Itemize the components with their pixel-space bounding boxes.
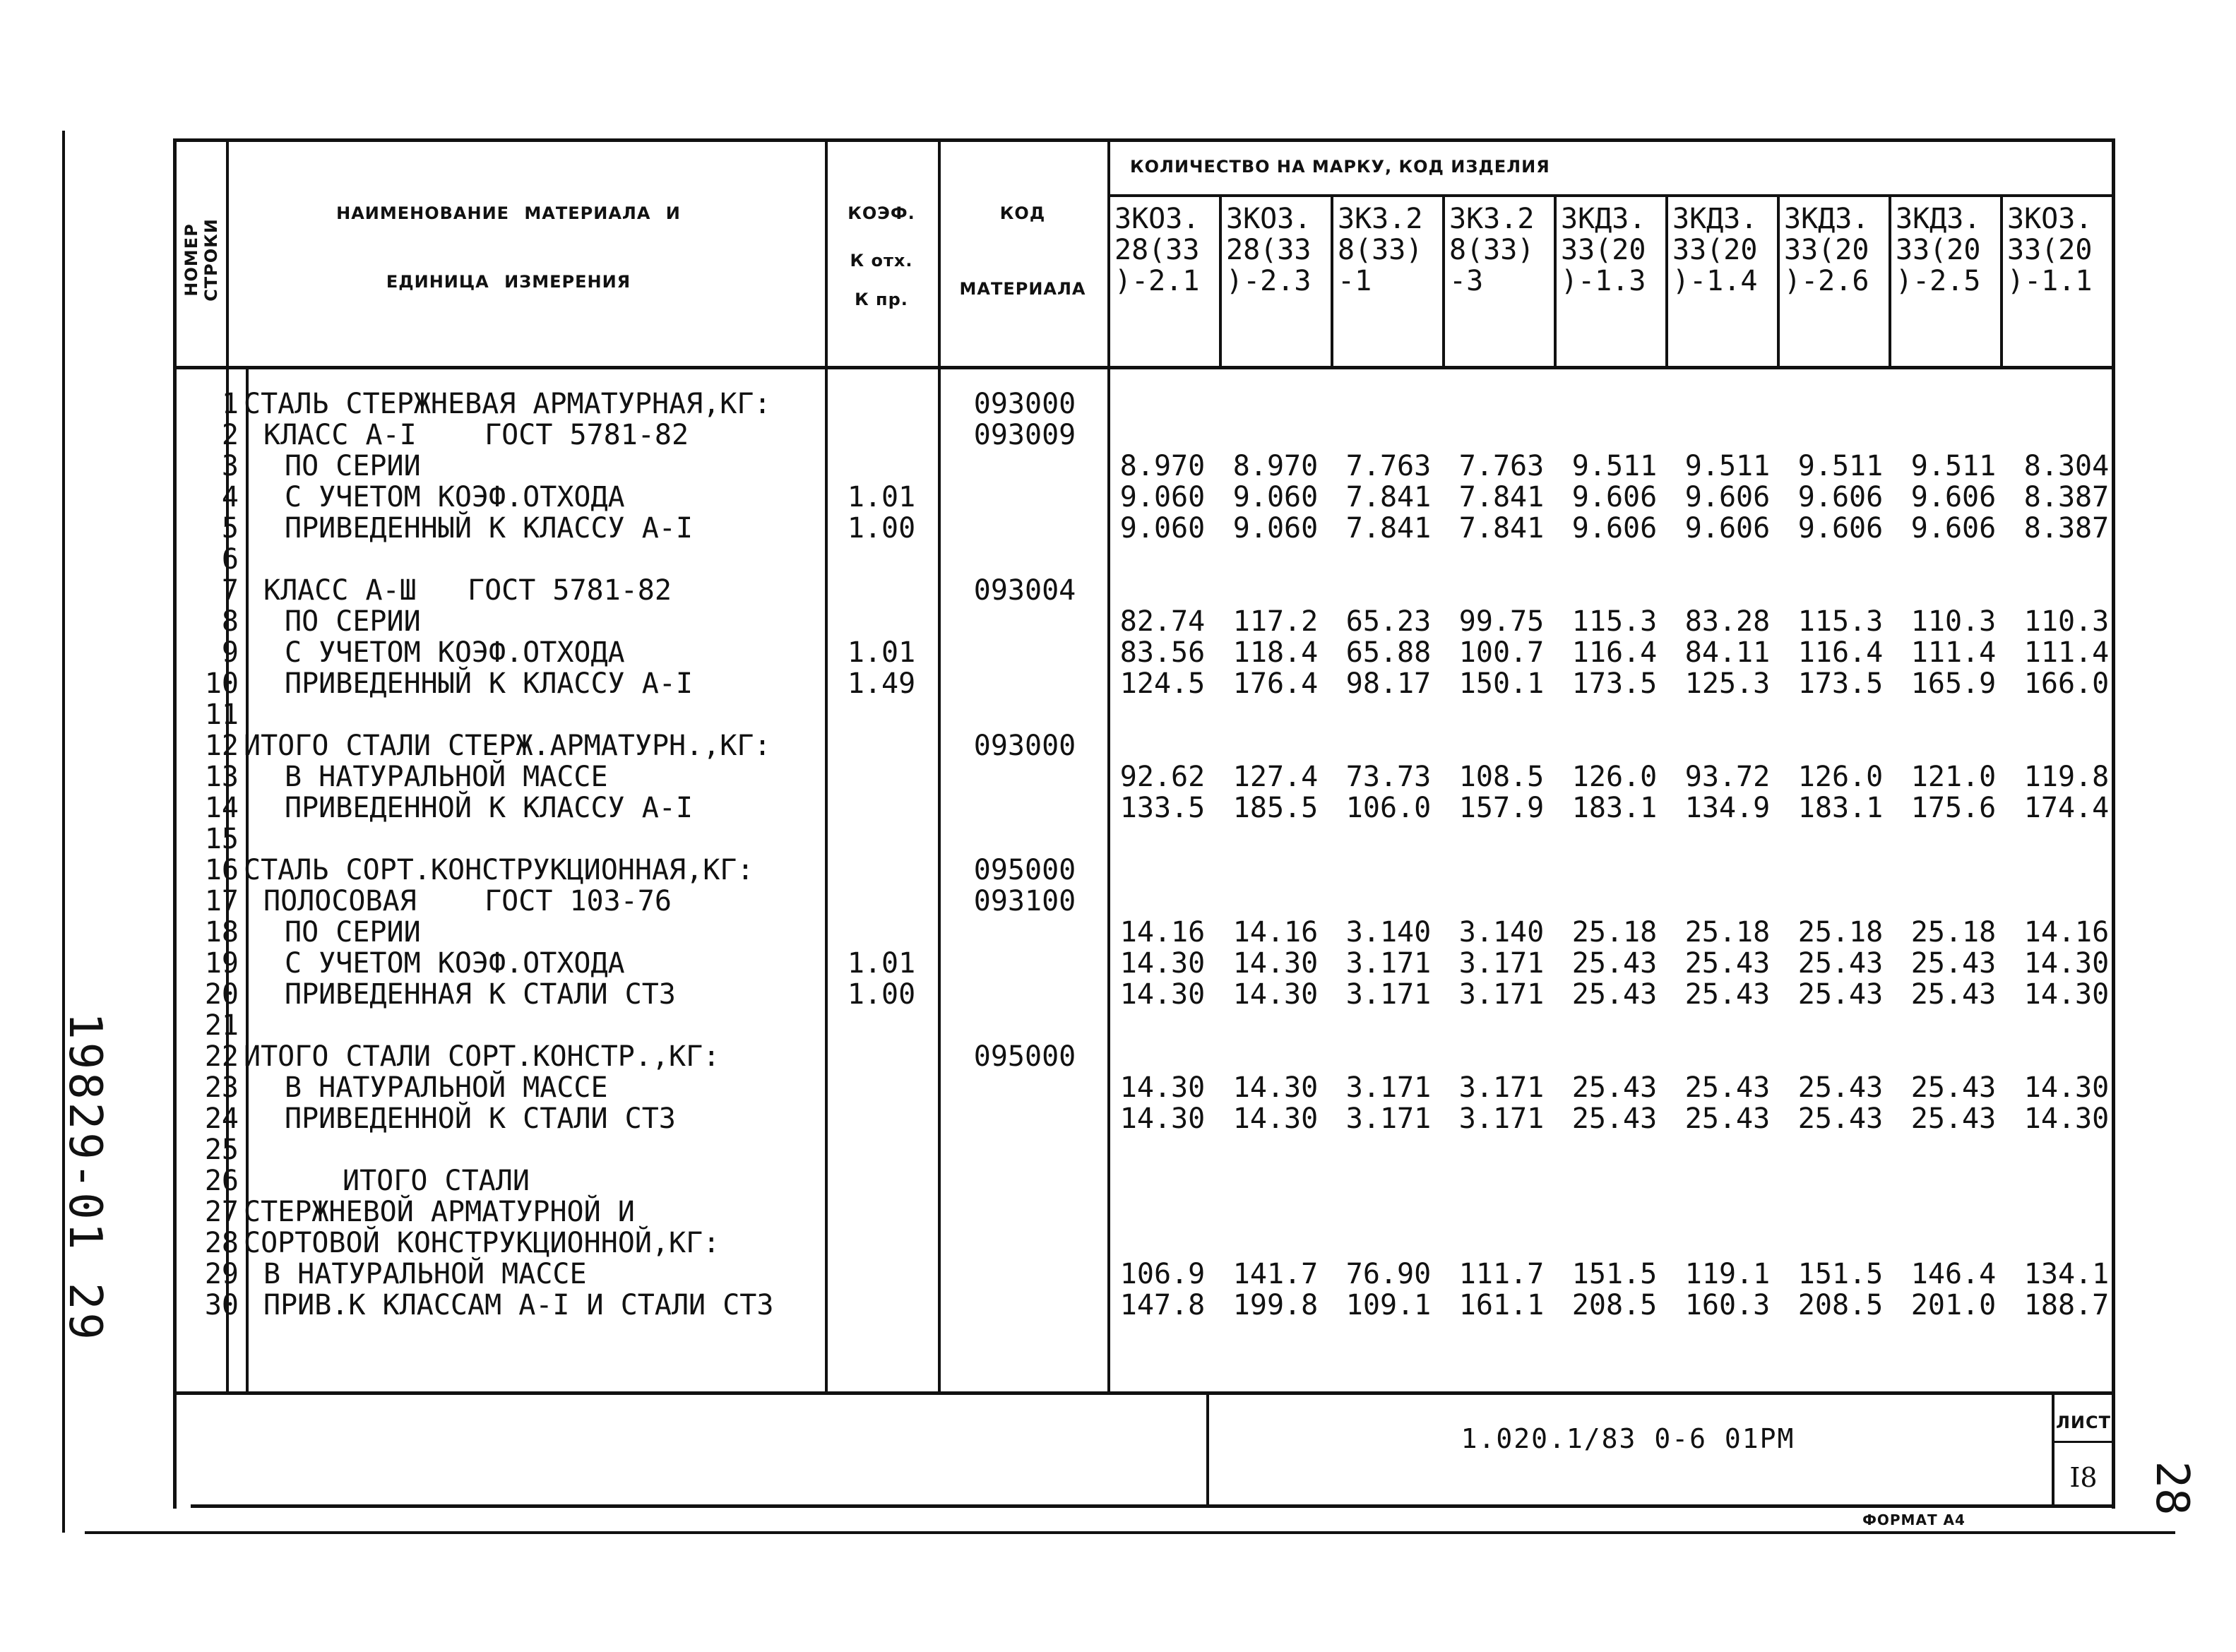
- quantity-value: 115.3: [1797, 605, 1884, 638]
- quantity-value: 175.6: [1910, 792, 1997, 824]
- product-code-header-2-line3: )-2.3: [1226, 265, 1312, 297]
- quantity-value: 134.1: [2023, 1258, 2110, 1290]
- quantity-value: 65.88: [1345, 636, 1432, 669]
- quantity-value: 3.171: [1458, 1071, 1545, 1104]
- header-row-number: НОМЕР СТРОКИ: [182, 218, 221, 302]
- col-sep-coef: [938, 138, 941, 1394]
- sheet-box-divider: [2052, 1441, 2115, 1443]
- quantity-value: 183.1: [1571, 792, 1658, 824]
- row-number: 15: [204, 823, 239, 855]
- product-code-header-2-line1: 3КО3.: [1226, 203, 1312, 235]
- quantity-value: 116.4: [1571, 636, 1658, 669]
- product-code-header-5-line2: 33(20: [1561, 234, 1646, 266]
- quantity-value: 83.28: [1684, 605, 1771, 638]
- coefficient: 1.00: [847, 978, 916, 1011]
- quantity-value: 9.606: [1797, 512, 1884, 545]
- quantity-value: 76.90: [1345, 1258, 1432, 1290]
- row-number: 2: [221, 419, 239, 451]
- quantity-value: 9.511: [1910, 450, 1997, 482]
- header-coef-line2: К отх.: [850, 251, 913, 271]
- quantity-value: 25.18: [1797, 916, 1884, 949]
- material-name: ИТОГО СТАЛИ СОРТ.КОНСТР.,КГ:: [244, 1040, 720, 1073]
- quantity-value: 150.1: [1458, 667, 1545, 700]
- coefficient: 1.01: [847, 636, 916, 669]
- quantity-value: 9.606: [1684, 512, 1771, 545]
- quantity-value: 25.43: [1910, 1071, 1997, 1104]
- material-code: 093100: [973, 885, 1076, 917]
- material-code: 093000: [973, 388, 1076, 420]
- quantity-value: 8.387: [2023, 512, 2110, 545]
- quantity-value: 7.841: [1345, 481, 1432, 513]
- row-number: 25: [204, 1134, 239, 1166]
- table-left-border: [173, 138, 177, 1509]
- quantity-value: 3.171: [1345, 978, 1432, 1011]
- quantity-value: 109.1: [1345, 1289, 1432, 1321]
- quantity-value: 3.171: [1345, 1071, 1432, 1104]
- quantity-value: 188.7: [2023, 1289, 2110, 1321]
- row-number: 20: [204, 978, 239, 1011]
- quantity-value: 126.0: [1797, 761, 1884, 793]
- quantity-value: 8.304: [2023, 450, 2110, 482]
- quantity-value: 9.060: [1119, 512, 1206, 545]
- material-name: ИТОГО СТАЛИ СТЕРЖ.АРМАТУРН.,КГ:: [244, 730, 771, 762]
- row-number: 3: [221, 450, 239, 482]
- material-code: 093009: [973, 419, 1076, 451]
- row-number: 10: [204, 667, 239, 700]
- row-number: 7: [221, 574, 239, 607]
- quantity-value: 116.4: [1797, 636, 1884, 669]
- quantity-value: 25.43: [1684, 1103, 1771, 1135]
- row-number: 6: [221, 543, 239, 576]
- quantity-value: 3.171: [1345, 1103, 1432, 1135]
- product-code-header-6-line1: 3КД3.: [1672, 203, 1758, 235]
- quantity-value: 9.606: [1910, 481, 1997, 513]
- row-number: 13: [204, 761, 239, 793]
- quantity-value: 160.3: [1684, 1289, 1771, 1321]
- quantity-value: 126.0: [1571, 761, 1658, 793]
- quantity-value: 25.18: [1684, 916, 1771, 949]
- material-name: ПРИВЕДЕННЫЙ К КЛАССУ А-I: [285, 512, 693, 545]
- product-code-header-4-line2: 8(33): [1449, 234, 1535, 266]
- quantity-value: 14.16: [1232, 916, 1319, 949]
- row-number: 4: [221, 481, 239, 513]
- quantity-value: 110.3: [1910, 605, 1997, 638]
- material-name: ПРИВЕДЕННЫЙ К КЛАССУ А-I: [285, 667, 693, 700]
- quantity-value: 25.43: [1797, 978, 1884, 1011]
- quantity-value: 25.18: [1571, 916, 1658, 949]
- material-name: СТЕРЖНЕВОЙ АРМАТУРНОЙ И: [244, 1196, 635, 1228]
- header-bottom-border: [173, 366, 2115, 369]
- material-name: ПРИВЕДЕННОЙ К СТАЛИ СТ3: [285, 1103, 676, 1135]
- material-name: В НАТУРАЛЬНОЙ МАССЕ: [285, 1071, 608, 1104]
- quantity-value: 14.30: [2023, 947, 2110, 980]
- quantity-value: 8.387: [2023, 481, 2110, 513]
- quantity-value: 14.30: [2023, 1071, 2110, 1104]
- product-code-header-9-line1: 3КО3.: [2007, 203, 2093, 235]
- quantity-value: 25.43: [1910, 947, 1997, 980]
- product-code-header-6-line3: )-1.4: [1672, 265, 1758, 297]
- quantity-value: 117.2: [1232, 605, 1319, 638]
- quantity-value: 98.17: [1345, 667, 1432, 700]
- quantity-value: 14.30: [1232, 1071, 1319, 1104]
- product-code-header-8-line3: )-2.5: [1896, 265, 1981, 297]
- product-code-header-4-line3: -3: [1449, 265, 1484, 297]
- product-code-header-7-line2: 33(20: [1784, 234, 1869, 266]
- row-number: 17: [204, 885, 239, 917]
- product-code-header-3-line1: 3К3.2: [1338, 203, 1423, 235]
- quantity-value: 208.5: [1797, 1289, 1884, 1321]
- quantity-value: 134.9: [1684, 792, 1771, 824]
- row-number: 29: [204, 1258, 239, 1290]
- quantity-value: 3.171: [1458, 947, 1545, 980]
- quantity-value: 73.73: [1345, 761, 1432, 793]
- quantity-value: 111.7: [1458, 1258, 1545, 1290]
- quantity-value: 9.606: [1910, 512, 1997, 545]
- quantity-value: 176.4: [1232, 667, 1319, 700]
- material-name: В НАТУРАЛЬНОЙ МАССЕ: [285, 761, 608, 793]
- table-top-border: [173, 138, 2115, 142]
- quantity-value: 9.060: [1232, 512, 1319, 545]
- quantity-value: 108.5: [1458, 761, 1545, 793]
- material-code: 093000: [973, 730, 1076, 762]
- product-code-header-9-line3: )-1.1: [2007, 265, 2093, 297]
- row-number: 27: [204, 1196, 239, 1228]
- quantity-value: 25.43: [1797, 1103, 1884, 1135]
- quantity-value: 83.56: [1119, 636, 1206, 669]
- header-material-line1: НАИМЕНОВАНИЕ МАТЕРИАЛА И: [336, 203, 681, 223]
- quantity-value: 3.140: [1458, 916, 1545, 949]
- product-code-header-2-line2: 28(33: [1226, 234, 1312, 266]
- quantity-value: 14.30: [2023, 978, 2110, 1011]
- quantity-value: 141.7: [1232, 1258, 1319, 1290]
- quantity-value: 25.43: [1571, 1103, 1658, 1135]
- quantity-value: 93.72: [1684, 761, 1771, 793]
- material-name: СТАЛЬ СТЕРЖНЕВАЯ АРМАТУРНАЯ,КГ:: [244, 388, 771, 420]
- quantity-value: 7.841: [1458, 512, 1545, 545]
- product-code-header-7-line1: 3КД3.: [1784, 203, 1869, 235]
- material-name: КЛАСС А-Ш ГОСТ 5781-82: [263, 574, 672, 607]
- quantity-value: 119.8: [2023, 761, 2110, 793]
- quantity-value: 25.43: [1910, 978, 1997, 1011]
- quantity-value: 106.0: [1345, 792, 1432, 824]
- quantity-value: 165.9: [1910, 667, 1997, 700]
- row-number: 11: [204, 699, 239, 731]
- quantity-value: 14.30: [1119, 1071, 1206, 1104]
- quantity-value: 84.11: [1684, 636, 1771, 669]
- quantity-value: 9.511: [1571, 450, 1658, 482]
- product-code-header-5-line1: 3КД3.: [1561, 203, 1646, 235]
- quantity-value: 25.18: [1910, 916, 1997, 949]
- quantity-value: 151.5: [1797, 1258, 1884, 1290]
- quantity-value: 92.62: [1119, 761, 1206, 793]
- quantity-value: 118.4: [1232, 636, 1319, 669]
- quantity-value: 25.43: [1910, 1103, 1997, 1135]
- quantity-value: 166.0: [2023, 667, 2110, 700]
- right-margin-note: 28: [2146, 1461, 2198, 1516]
- product-code-header-6-line2: 33(20: [1672, 234, 1758, 266]
- row-number: 1: [221, 388, 239, 420]
- quantity-value: 110.3: [2023, 605, 2110, 638]
- material-name: СОРТОВОЙ КОНСТРУКЦИОННОЙ,КГ:: [244, 1227, 720, 1259]
- quantity-value: 9.511: [1797, 450, 1884, 482]
- quantity-value: 111.4: [1910, 636, 1997, 669]
- quantity-value: 183.1: [1797, 792, 1884, 824]
- row-number: 16: [204, 854, 239, 886]
- material-name: КЛАСС А-I ГОСТ 5781-82: [263, 419, 689, 451]
- material-name: ПРИВЕДЕННОЙ К КЛАССУ А-I: [285, 792, 693, 824]
- row-number: 9: [221, 636, 239, 669]
- quantity-value: 147.8: [1119, 1289, 1206, 1321]
- header-code-line1: КОД: [999, 203, 1046, 223]
- product-code-header-1-line2: 28(33: [1114, 234, 1200, 266]
- material-name: С УЧЕТОМ КОЭФ.ОТХОДА: [285, 636, 625, 669]
- material-code: 095000: [973, 854, 1076, 886]
- quantity-value: 14.30: [2023, 1103, 2110, 1135]
- quantity-value: 25.43: [1797, 1071, 1884, 1104]
- col-sep-material: [825, 138, 828, 1394]
- product-code-header-7-line3: )-2.6: [1784, 265, 1869, 297]
- row-number: 12: [204, 730, 239, 762]
- title-block-bottom: [191, 1504, 2115, 1508]
- quantity-value: 133.5: [1119, 792, 1206, 824]
- material-name: ПО СЕРИИ: [285, 605, 421, 638]
- quantity-value: 125.3: [1684, 667, 1771, 700]
- quantity-value: 14.30: [1119, 947, 1206, 980]
- quantity-value: 7.763: [1345, 450, 1432, 482]
- quantity-value: 185.5: [1232, 792, 1319, 824]
- table-body-bottom: [173, 1391, 2115, 1395]
- quantity-value: 146.4: [1910, 1258, 1997, 1290]
- format-label: ФОРМАТ А4: [1862, 1511, 1966, 1528]
- product-code-header-5-line3: )-1.3: [1561, 265, 1646, 297]
- row-number: 14: [204, 792, 239, 824]
- material-name: С УЧЕТОМ КОЭФ.ОТХОДА: [285, 947, 625, 980]
- header-coef-line1: КОЭФ.: [848, 203, 915, 223]
- row-number: 26: [204, 1165, 239, 1197]
- quantity-value: 14.30: [1119, 1103, 1206, 1135]
- quantity-value: 9.511: [1684, 450, 1771, 482]
- material-name: ИТОГО СТАЛИ: [343, 1165, 530, 1197]
- quantity-value: 7.763: [1458, 450, 1545, 482]
- left-margin-note: 19829-01 29: [59, 1012, 111, 1343]
- quantity-value: 14.30: [1232, 978, 1319, 1011]
- row-number: 8: [221, 605, 239, 638]
- material-code: 093004: [973, 574, 1076, 607]
- header-qty-title: КОЛИЧЕСТВО НА МАРКУ, КОД ИЗДЕЛИЯ: [1130, 157, 1550, 177]
- quantity-value: 201.0: [1910, 1289, 1997, 1321]
- quantity-value: 8.970: [1232, 450, 1319, 482]
- row-number: 24: [204, 1103, 239, 1135]
- product-code-header-1-line3: )-2.1: [1114, 265, 1200, 297]
- quantity-value: 25.43: [1797, 947, 1884, 980]
- material-name: ПО СЕРИИ: [285, 450, 421, 482]
- quantity-value: 9.060: [1119, 481, 1206, 513]
- product-code-header-8-line1: 3КД3.: [1896, 203, 1981, 235]
- quantity-value: 121.0: [1910, 761, 1997, 793]
- coefficient: 1.01: [847, 481, 916, 513]
- quantity-value: 25.43: [1684, 1071, 1771, 1104]
- quantity-value: 82.74: [1119, 605, 1206, 638]
- quantity-value: 106.9: [1119, 1258, 1206, 1290]
- row-number: 18: [204, 916, 239, 949]
- material-name: В НАТУРАЛЬНОЙ МАССЕ: [263, 1258, 587, 1290]
- quantity-value: 99.75: [1458, 605, 1545, 638]
- product-code-header-9-line2: 33(20: [2007, 234, 2093, 266]
- quantity-value: 25.43: [1571, 978, 1658, 1011]
- quantity-value: 14.16: [2023, 916, 2110, 949]
- product-code-header-4-line1: 3К3.2: [1449, 203, 1535, 235]
- quantity-value: 3.171: [1458, 1103, 1545, 1135]
- quantity-value: 157.9: [1458, 792, 1545, 824]
- quantity-value: 9.606: [1571, 481, 1658, 513]
- quantity-value: 25.43: [1684, 978, 1771, 1011]
- quantity-value: 25.43: [1684, 947, 1771, 980]
- quantity-value: 14.30: [1232, 1103, 1319, 1135]
- quantity-value: 127.4: [1232, 761, 1319, 793]
- sheet-number: I8: [2069, 1462, 2098, 1493]
- quantity-value: 7.841: [1345, 512, 1432, 545]
- qty-title-line: [1107, 194, 2115, 197]
- quantity-value: 9.606: [1571, 512, 1658, 545]
- quantity-value: 14.30: [1232, 947, 1319, 980]
- quantity-value: 173.5: [1571, 667, 1658, 700]
- product-code-header-3-line3: -1: [1338, 265, 1372, 297]
- quantity-value: 65.23: [1345, 605, 1432, 638]
- product-code-header-3-line2: 8(33): [1338, 234, 1423, 266]
- product-code-header-1-line1: 3КО3.: [1114, 203, 1200, 235]
- quantity-value: 119.1: [1684, 1258, 1771, 1290]
- quantity-value: 3.140: [1345, 916, 1432, 949]
- material-name: ПРИВЕДЕННАЯ К СТАЛИ СТ3: [285, 978, 676, 1011]
- row-number: 5: [221, 512, 239, 545]
- material-name: ПОЛОСОВАЯ ГОСТ 103-76: [263, 885, 672, 917]
- quantity-value: 8.970: [1119, 450, 1206, 482]
- quantity-value: 9.606: [1797, 481, 1884, 513]
- quantity-value: 25.43: [1571, 947, 1658, 980]
- row-number: 23: [204, 1071, 239, 1104]
- row-number: 21: [204, 1009, 239, 1042]
- material-name: СТАЛЬ СОРТ.КОНСТРУКЦИОННАЯ,КГ:: [244, 854, 754, 886]
- quantity-value: 3.171: [1458, 978, 1545, 1011]
- sheet-label: ЛИСТ: [2055, 1413, 2111, 1432]
- title-block-sep: [1206, 1394, 1209, 1507]
- material-name: С УЧЕТОМ КОЭФ.ОТХОДА: [285, 481, 625, 513]
- quantity-value: 25.43: [1571, 1071, 1658, 1104]
- row-number: 22: [204, 1040, 239, 1073]
- header-coef-line3: К пр.: [855, 290, 908, 309]
- coefficient: 1.49: [847, 667, 916, 700]
- quantity-value: 3.171: [1345, 947, 1432, 980]
- quantity-value: 111.4: [2023, 636, 2110, 669]
- quantity-value: 7.841: [1458, 481, 1545, 513]
- header-material-line2: ЕДИНИЦА ИЗМЕРЕНИЯ: [386, 272, 631, 292]
- quantity-value: 199.8: [1232, 1289, 1319, 1321]
- material-name: ПО СЕРИИ: [285, 916, 421, 949]
- row-number: 19: [204, 947, 239, 980]
- row-number: 30: [204, 1289, 239, 1321]
- quantity-value: 124.5: [1119, 667, 1206, 700]
- quantity-value: 9.060: [1232, 481, 1319, 513]
- quantity-value: 14.30: [1119, 978, 1206, 1011]
- quantity-value: 173.5: [1797, 667, 1884, 700]
- quantity-value: 14.16: [1119, 916, 1206, 949]
- header-code-line2: МАТЕРИАЛА: [959, 279, 1086, 299]
- bottom-margin-line: [85, 1531, 2175, 1534]
- quantity-value: 161.1: [1458, 1289, 1545, 1321]
- row-number: 28: [204, 1227, 239, 1259]
- material-name: ПРИВ.К КЛАССАМ А-I И СТАЛИ СТ3: [263, 1289, 774, 1321]
- document-code: 1.020.1/83 0-6 01РМ: [1461, 1423, 1795, 1454]
- material-code: 095000: [973, 1040, 1076, 1073]
- quantity-value: 208.5: [1571, 1289, 1658, 1321]
- product-code-header-8-line2: 33(20: [1896, 234, 1981, 266]
- coefficient: 1.01: [847, 947, 916, 980]
- quantity-value: 9.606: [1684, 481, 1771, 513]
- quantity-value: 151.5: [1571, 1258, 1658, 1290]
- quantity-value: 115.3: [1571, 605, 1658, 638]
- quantity-value: 100.7: [1458, 636, 1545, 669]
- quantity-value: 174.4: [2023, 792, 2110, 824]
- coefficient: 1.00: [847, 512, 916, 545]
